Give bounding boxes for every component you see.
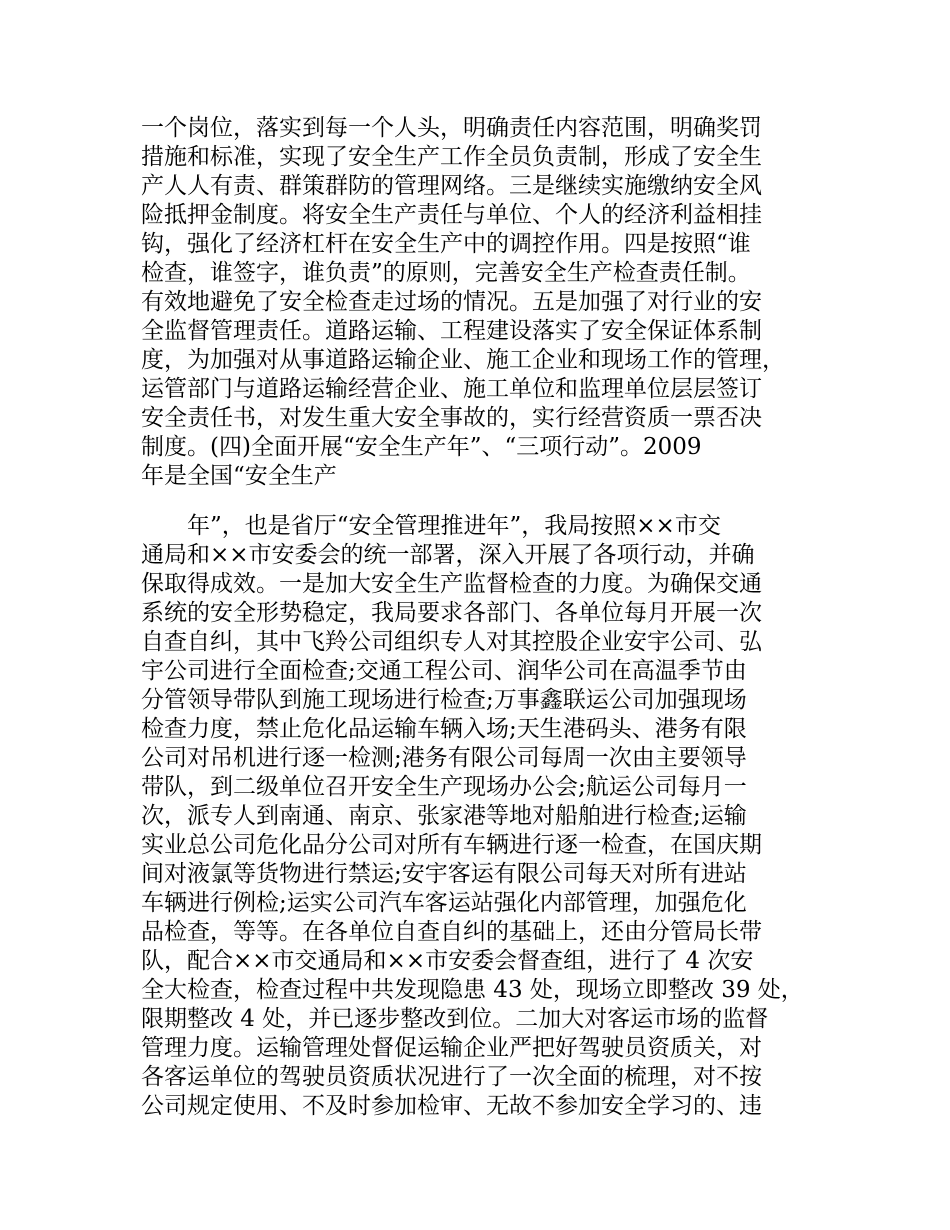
text-line: 公司规定使用、不及时参加检审、无故不参加安全学习的、违: [141, 1093, 762, 1119]
text-line: 钩，强化了经济杠杆在安全生产中的调控作用。四是按照“谁: [141, 231, 751, 257]
text-line: 管理力度。运输管理处督促运输企业严把好驾驶员资质关，对: [141, 1035, 762, 1061]
text-line: 宇公司进行全面检查;交通工程公司、润华公司在高温季节由: [141, 658, 747, 684]
text-line: 一个岗位，落实到每一个人头，明确责任内容范围，明确奖罚: [141, 115, 762, 141]
text-line: 车辆进行例检;运实公司汽车客运站强化内部管理，加强危化: [141, 890, 747, 916]
text-line: 品检查，等等。在各单位自查自纠的基础上，还由分管局长带: [141, 919, 762, 945]
text-line: 制度。(四)全面开展“安全生产年”、“三项行动”。2009: [141, 434, 702, 460]
text-line: 检查力度，禁止危化品运输车辆入场;天生港码头、港务有限: [141, 716, 747, 742]
paragraph-1: [141, 114, 831, 491]
text-line: 公司对吊机进行逐一检测;港务有限公司每周一次由主要领导: [141, 745, 747, 771]
text-line: 实业总公司危化品分公司对所有车辆进行逐一检查，在国庆期: [141, 832, 762, 858]
paragraph-2: [141, 512, 831, 1121]
text-line: 限期整改 4 处，并已逐步整改到位。二加大对客运市场的监督: [141, 1006, 769, 1032]
text-line: 自查自纠，其中飞羚公司组织专人对其控股企业安宇公司、弘: [141, 629, 762, 655]
text-line: 产人人有责、群策群防的管理网络。三是继续实施缴纳安全风: [141, 173, 762, 199]
text-line: 年”，也是省厅“安全管理推进年”，我局按照××市交: [141, 513, 721, 539]
text-line: 通局和××市安委会的统一部署，深入开展了各项行动，并确: [141, 542, 755, 568]
text-line: 安全责任书，对发生重大安全事故的，实行经营资质一票否决: [141, 405, 762, 431]
text-line: 度，为加强对从事道路运输企业、施工企业和现场工作的管理，: [141, 347, 785, 373]
text-line: 队，配合××市交通局和××市安委会督查组，进行了 4 次安: [141, 948, 754, 974]
text-line: 运管部门与道路运输经营企业、施工单位和监理单位层层签订: [141, 376, 762, 402]
text-line: 分管领导带队到施工现场进行检查;万事鑫联运公司加强现场: [141, 687, 747, 713]
text-line: 检查，谁签字，谁负责”的原则，完善安全生产检查责任制。: [141, 260, 751, 286]
text-line: 间对液氯等货物进行禁运;安宇客运有限公司每天对所有进站: [141, 861, 747, 887]
text-line: 有效地避免了安全检查走过场的情况。五是加强了对行业的安: [141, 289, 762, 315]
text-line: 各客运单位的驾驶员资质状况进行了一次全面的梳理，对不按: [141, 1064, 762, 1090]
text-line: 全监督管理责任。道路运输、工程建设落实了安全保证体系制: [141, 318, 762, 344]
text-line: 保取得成效。一是加大安全生产监督检查的力度。为确保交通: [141, 571, 762, 597]
text-line: 系统的安全形势稳定，我局要求各部门、各单位每月开展一次: [141, 600, 762, 626]
text-line: 带队，到二级单位召开安全生产现场办公会;航运公司每月一: [141, 774, 747, 800]
text-line: 次，派专人到南通、南京、张家港等地对船舶进行检查;运输: [141, 803, 747, 829]
text-line: 全大检查，检查过程中共发现隐患 43 处，现场立即整改 39 处，: [141, 977, 804, 1003]
text-line: 险抵押金制度。将安全生产责任与单位、个人的经济利益相挂: [141, 202, 762, 228]
text-line: 年是全国“安全生产: [141, 463, 337, 489]
text-line: 措施和标准，实现了安全生产工作全员负责制，形成了安全生: [141, 144, 762, 170]
